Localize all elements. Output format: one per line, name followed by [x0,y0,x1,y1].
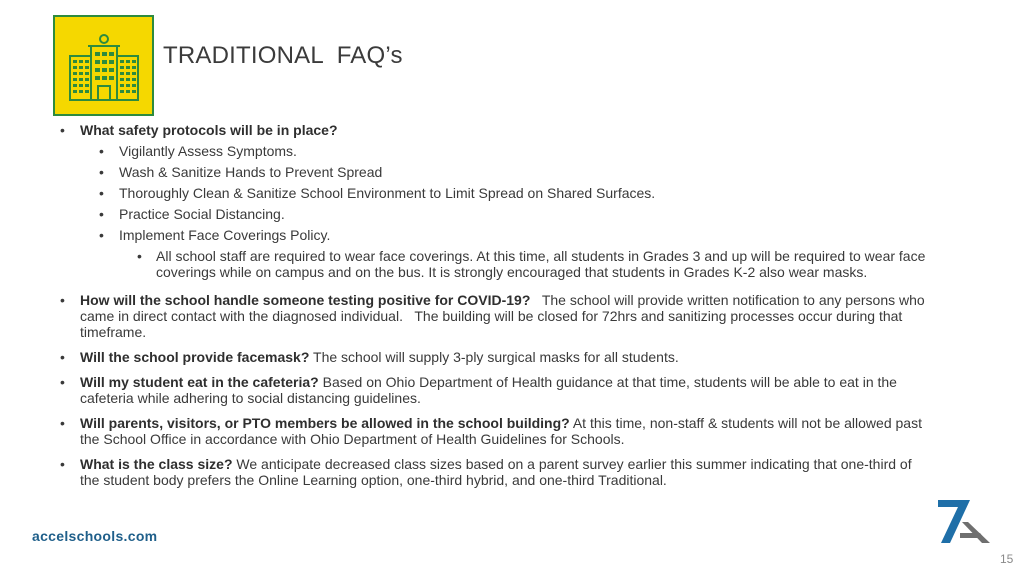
faq-item [58,349,928,365]
faq-question: Will parents, visitors, or PTO members be allowed in the school building? [80,415,570,431]
faq-item [58,456,928,488]
protocol-item: • Wash & Sanitize Hands to Prevent Spread [97,164,928,180]
faq-item [58,122,928,138]
faq-question: What is the class size? [80,456,233,472]
faq-question: Will the school provide facemask? [80,349,310,365]
faq-item [58,374,928,406]
protocol-item: • Vigilantly Assess Symptoms. [97,143,928,159]
page-number: 15 [1000,552,1014,566]
school-building-icon [68,34,140,102]
face-covering-detail: • All school staff are required to wear face coverings. At this time, all students in Grades 3 and up will be required to wear face coverings while on campus and on the bus. It is strongly encouraged that students in Grades K-2 also wear masks. [135,248,928,280]
faq-item [58,415,928,447]
faq-answer: At this time, non-staff & students will not be allowed past the School Office in accordance with Ohio Department of Health Guidelines for Schools. [80,415,922,447]
protocol-item: • Thoroughly Clean & Sanitize School Environment to Limit Spread on Shared Surfaces. [97,185,928,201]
faq-question: How will the school handle someone testing positive for COVID-19? [80,292,531,308]
faq-item [58,292,928,340]
protocol-item: • Practice Social Distancing. [97,206,928,222]
brand-text: accelschools.com [32,528,158,544]
logo-box [53,15,154,116]
faq-answer: We anticipate decreased class sizes based on a parent survey earlier this summer indicating that one-third of the student body prefers the Online Learning option, one-third hybrid, and one-third Traditional. [80,456,912,488]
accel-logo-icon [938,500,994,544]
faq-answer: Based on Ohio Department of Health guidance at that time, students will be able to eat in the cafeteria while adhering to social distancing guidelines. [80,374,897,406]
faq-answer: The school will provide written notification to any persons who came in direct contact with the diagnosed individual. The building will be closed for 72hrs and sanitizing processes occur during that timeframe. [80,292,929,340]
faq-question: What safety protocols will be in place? [80,122,338,138]
slide-title: TRADITIONAL FAQ’s [163,42,403,69]
faq-question: Will my student eat in the cafeteria? [80,374,319,390]
faq-content [58,122,928,497]
faq-answer: The school will supply 3-ply surgical masks for all students. [309,349,679,365]
protocol-item: • Implement Face Coverings Policy. [97,227,928,243]
